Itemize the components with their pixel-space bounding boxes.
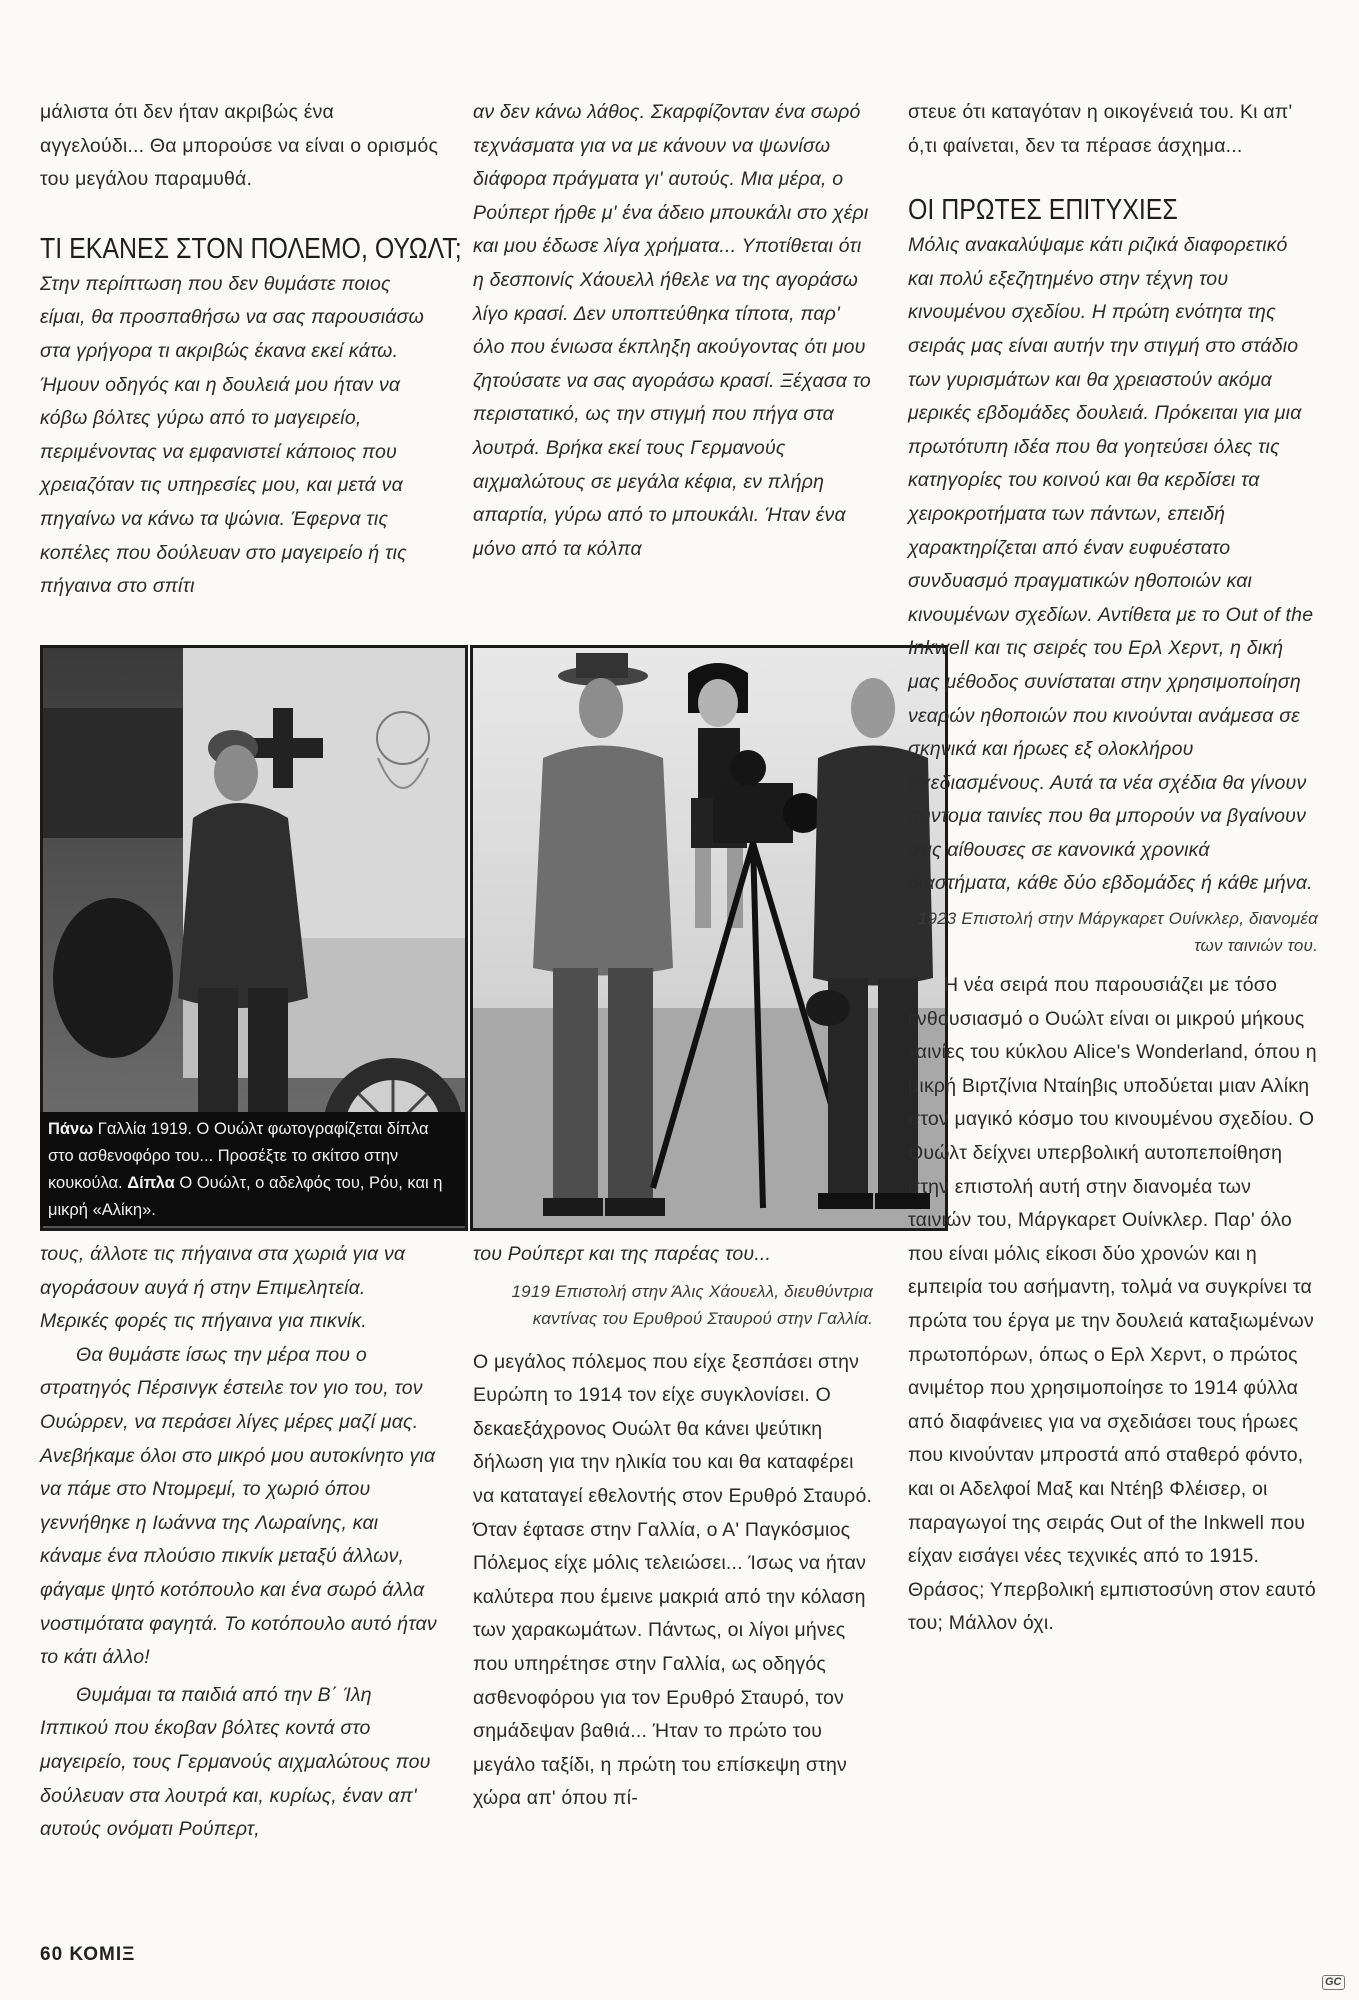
col1-quote-picnic: Θα θυμάστε ίσως την μέρα που ο στρατηγός Πέρσινγκ έστειλε τον γιο του, τον Ουώρρεν, να περάσει λίγες μέρες μαζί μας. Ανεβήκαμε όλοι στο μικρό μου αυτοκίνητο για να πάμε στο Ντομρεμί, το χωριό όπου γεννήθηκε η Ιωάννα της Λωραίνης, και κάναμε ένα πλούσιο πικνίκ μεταξύ άλλων, φάγαμε ψητό κοτόπουλο και ένα σωρό άλλα νοστιμότατα φαγητά. Το κοτόπουλο αυτό ήταν το κάτι άλλο!: [40, 1343, 437, 1669]
column-2-bottom: [473, 1238, 873, 1816]
col1-quote: Στην περίπτωση που δεν θυμάστε ποιος είμαι, θα προσπαθήσω να σας παρουσιάσω στα γρήγορα τι ακριβώς έκανα εκεί κάτω. Ήμουν οδηγός και η δουλειά μου ήταν να κόβω βόλτες γύρω από το μαγειρείο, περιμένοντας να εμφανιστεί κάποιος που χρειαζόταν τις υπηρεσίες μου, και μετά να πηγαίνω να κάνω τα ψώνια. Έφερνα τις κοπέλες που δούλευαν στο μαγειρείο ή τις πήγαινα στο σπίτι: [40, 272, 424, 598]
col3-intro: στευε ότι καταγόταν η οικογένειά του. Κι απ' ό,τι φαίνεται, δεν τα πέρασε άσχημα...: [908, 101, 1293, 157]
gc-watermark: GC: [1322, 1975, 1345, 1990]
photo-caption: [40, 1112, 465, 1226]
col1-intro: μάλιστα ότι δεν ήταν ακριβώς ένα αγγελούδι... Θα μπορούσε να είναι ο ορισμός του μεγάλου παραμυθά.: [40, 101, 439, 191]
col3-quote: Μόλις ανακαλύψαμε κάτι ριζικά διαφορετικό και πολύ εξεζητημένο στην τέχνη του κινουμένου σχεδίου. Η πρώτη ενότητα της σειράς μας είναι αυτήν την στιγμή στο στάδιο των γυρισμάτων και θα χρειαστούν ακόμα μερικές εβδομάδες δουλειά. Πρόκειται για μια πρωτότυπη ιδέα που θα γοητεύσει όλες τις κατηγορίες του κοινού και θα κερδίσει τα χειροκροτήματα των πάντων, επειδή χαρακτηρίζεται από έναν ευφυέστατο συνδυασμό πραγματικών ηθοποιών και κινουμένων σχεδίων. Αντίθετα με το Out of the Inkwell και τις σειρές του Ερλ Χερντ, η δική μας μέθοδος συνίσταται στην χρησιμοποίηση νεαρών ηθοποιών που κινούνται ανάμεσα σε σκηνικά και ήρωες εξ ολοκλήρου σχεδιασμένους. Αυτά τα νέα σχέδια θα γίνουν σύντομα ταινίες που θα μπορούν να βγαίνουν στις αίθουσες σε κανονικά χρονικά διαστήματα, κάθε δύο εβδομάδες ή κάθε μήνα.: [908, 234, 1314, 895]
column-2-top: [473, 96, 873, 566]
column-1-top: [40, 96, 462, 604]
col2-quote: αν δεν κάνω λάθος. Σκαρφίζονταν ένα σωρό τεχνάσματα για να με κάνουν να ψωνίσω διάφορα πράγματα γι' αυτούς. Μια μέρα, ο Ρούπερτ ήρθε μ' ένα άδειο μπουκάλι στο χέρι και μου έδωσε λίγα χρήματα... Υποτίθεται ότι η δεσποινίς Χάουελλ ήθελε να της αγοράσω λίγο κρασί. Δεν υποπτεύθηκα τίποτα, παρ' όλο που ένιωσα έκπληξη ακούγοντας ότι μου ζητούσατε να σας αγοράσω κρασί. Ξέχασα το περιστατικό, ως την στιγμή που πήγα στα λουτρά. Βρήκα εκεί τους Γερμανούς αιχμαλώτους σε μεγάλα κέφια, εν πλήρη απαρτία, γύρω από το μπουκάλι. Ήταν ένα μόνο από τα κόλπα: [473, 101, 871, 560]
camera-photo-image: [473, 648, 945, 1228]
caption-label-beside: Δίπλα: [127, 1174, 175, 1192]
col2-signature: 1919 Επιστολή στην Άλις Χάουελλ, διευθύντρια καντίνας του Ερυθρού Σταυρού στην Γαλλία.: [511, 1281, 873, 1328]
section-heading-success: ΟΙ ΠΡΩΤΕΣ ΕΠΙΤΥΧΙΕΣ: [908, 194, 1178, 227]
col1-quote-rupert: Θυμάμαι τα παιδιά από την Β΄ Ίλη Ιππικού που έκοβαν βόλτες κοντά στο μαγειρείο, τους Γερμανούς αιχμαλώτους που δούλευαν στα λουτρά και, κυρίως, έναν απ' αυτούς ονόματι Ρούπερτ,: [40, 1683, 431, 1841]
caption-text-above: Γαλλία 1919. Ο Ουώλτ φωτογραφίζεται δίπλα στο ασθενοφόρο του... Προσέξτε το σκίτσο στην κουκούλα.: [48, 1120, 429, 1192]
caption-text-beside: Ο Ουώλτ, ο αδελφός του, Ρόυ, και η μικρή «Αλίκη».: [48, 1174, 443, 1219]
column-3: [908, 96, 1318, 1641]
col3-quote-wrap: [908, 229, 1318, 901]
col3-body: Η νέα σειρά που παρουσιάζει με τόσο ενθουσιασμό ο Ουώλτ είναι οι μικρού μήκους ταινίες του κύκλου Alice's Wonderland, όπου η μικρή Βιρτζίνια Νταίηβις υποδύεται μιαν Αλίκη στον μαγικό κόσμο του κινουμένου σχεδίου. Ο Ουώλτ δείχνει υπερβολική αυτοπεποίθηση στην επιστολή αυτή στην διανομέα των ταινιών του, Μάργκαρετ Ουίνκλερ. Παρ' όλο που είναι μόλις είκοσι δύο χρονών και η εμπειρία του ασήμαντη, τολμά να συγκρίνει τα πρώτα του έργα με την δουλειά καταξιωμένων πρωτοπόρων, όπως ο Ερλ Χερντ, ο πρώτος ανιμέτορ που χρησιμοποίησε το 1914 φύλλα από διαφάνειες για να σχεδιάσει τους ήρωες που κινούνταν μπροστά από σταθερό φόντο, και οι Αδελφοί Μαξ και Ντέηβ Φλέισερ, οι παραγωγοί της σειράς Out of the Inkwell που είχαν εισάγει νέες τεχνικές από το 1915. Θράσος; Υπερβολική εμπιστοσύνη στον εαυτό του; Μάλλον όχι.: [908, 974, 1317, 1635]
col3-signature: 1923 Επιστολή στην Μάργκαρετ Ουίνκλερ, διανομέα των ταινιών του.: [917, 909, 1318, 956]
page-number: 60 ΚΟΜΙΞ: [40, 1944, 136, 1965]
col2-quote-end: του Ρούπερτ και της παρέας του...: [473, 1243, 772, 1265]
col2-body: Ο μεγάλος πόλεμος που είχε ξεσπάσει στην Ευρώπη το 1914 τον είχε συγκλονίσει. Ο δεκαεξάχρονος Ουώλτ θα κάνει ψεύτικη δήλωση για την ηλικία του και θα καταφέρει να καταταγεί εθελοντής στον Ερυθρό Σταυρό. Όταν έφτασε στην Γαλλία, ο Α' Παγκόσμιος Πόλεμος είχε μόλις τελειώσει... Ίσως να ήταν καλύτερα που έμεινε μακριά από την κόλαση των χαρακωμάτων. Πάντως, οι λίγοι μήνες που υπηρέτησε στην Γαλλία, ως οδηγός ασθενοφόρου για τον Ερυθρό Σταυρό, τον σημάδεψαν βαθιά... Ήταν το πρώτο του μεγάλο ταξίδι, η πρώτη του επίσκεψη στην χώρα απ' όπου πί-: [473, 1350, 873, 1810]
camera-photo: [470, 645, 948, 1231]
section-heading-war: ΤΙ ΕΚΑΝΕΣ ΣΤΟΝ ΠΟΛΕΜΟ, ΟΥΩΛΤ;: [40, 232, 462, 265]
caption-label-above: Πάνω: [48, 1120, 94, 1138]
column-1-bottom: [40, 1238, 440, 1847]
col1-quote-continued: τους, άλλοτε τις πήγαινα στα χωριά για να αγοράσουν αυγά ή στην Επιμελητεία. Μερικές φορές τις πήγαινα για πικνίκ.: [40, 1243, 406, 1333]
